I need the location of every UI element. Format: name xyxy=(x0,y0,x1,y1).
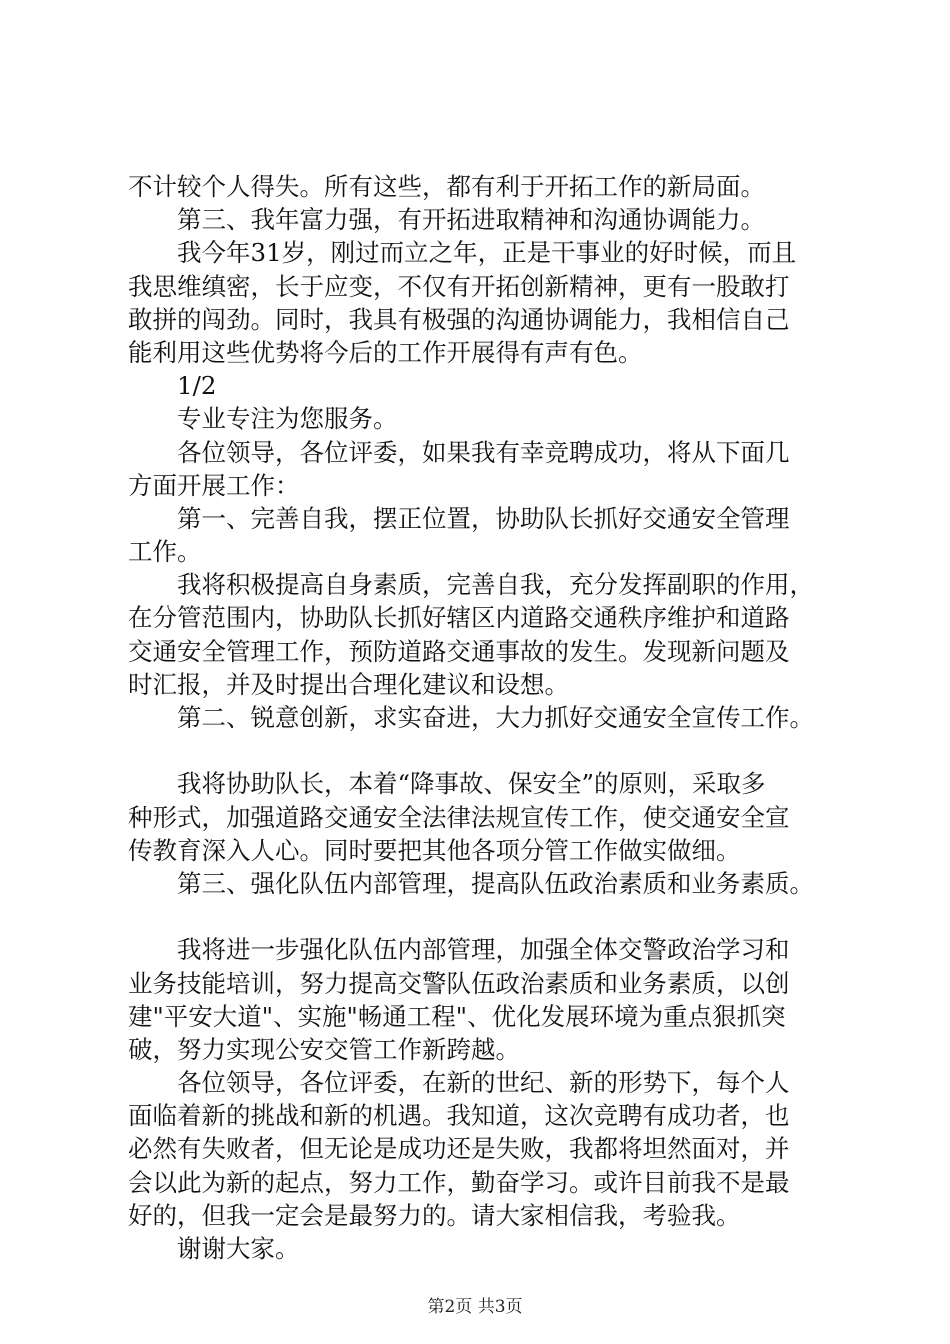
text-line: 第三、强化队伍内部管理，提高队伍政治素质和业务素质。 xyxy=(128,868,814,898)
text-line: 不计较个人得失。所有这些，都有利于开拓工作的新局面。 xyxy=(128,172,765,201)
text-line: 谢谢大家。 xyxy=(128,1234,300,1263)
text-line: 第二、锐意创新，求实奋进，大力抓好交通安全宣传工作。 xyxy=(128,703,814,732)
text-line: 交通安全管理工作，预防道路交通事故的发生。发现新问题及 xyxy=(128,636,790,666)
text-line: 业务技能培训，努力提高交警队伍政治素质和业务素质，以创 xyxy=(128,968,790,998)
text-line: 必然有失败者，但无论是成功还是失败，我都将坦然面对，并 xyxy=(128,1134,790,1164)
text-line: 各位领导，各位评委，在新的世纪、新的形势下，每个人 xyxy=(128,1068,790,1098)
text-line: 会以此为新的起点，努力工作，勤奋学习。或许目前我不是最 xyxy=(128,1167,790,1197)
text-line: 专业专注为您服务。 xyxy=(128,404,398,434)
text-line: 我将进一步强化队伍内部管理，加强全体交警政治学习和 xyxy=(128,935,790,965)
text-line: 敢拼的闯劲。同时，我具有极强的沟通协调能力，我相信自己 xyxy=(128,304,790,334)
blank-line xyxy=(128,734,853,767)
text-line: 种形式，加强道路交通安全法律法规宣传工作，使交通安全宣 xyxy=(128,802,790,832)
text-line: 第一、完善自我，摆正位置，协助队长抓好交通安全管理 xyxy=(128,503,790,533)
document-body xyxy=(128,170,853,1265)
text-line: 工作。 xyxy=(128,537,202,567)
text-line: 时汇报，并及时提出合理化建议和设想。 xyxy=(128,669,569,699)
text-line: 面临着新的挑战和新的机遇。我知道，这次竞聘有成功者，也 xyxy=(128,1101,790,1131)
text-line: 建"平安大道"、实施"畅通工程"、优化发展环境为重点狠抓突 xyxy=(128,1001,786,1031)
text-line: 我将协助队长，本着“降事故、保安全”的原则，采取多 xyxy=(128,769,766,799)
text-line: 好的，但我一定会是最努力的。请大家相信我，考验我。 xyxy=(128,1200,741,1230)
text-line: 方面开展工作： xyxy=(128,470,300,500)
text-line: 我将积极提高自身素质，完善自我，充分发挥副职的作用， xyxy=(128,570,814,600)
text-line: 破，努力实现公安交管工作新跨越。 xyxy=(128,1034,520,1064)
text-line: 能利用这些优势将今后的工作开展得有声有色。 xyxy=(128,337,643,367)
text-line: 传教育深入人心。同时要把其他各项分管工作做实做细。 xyxy=(128,835,741,865)
text-line: 在分管范围内，协助队长抓好辖区内道路交通秩序维护和道路 xyxy=(128,603,790,633)
text-line: 各位领导，各位评委，如果我有幸竞聘成功，将从下面几 xyxy=(128,437,790,467)
text-line: 第三、我年富力强，有开拓进取精神和沟通协调能力。 xyxy=(128,205,765,235)
text-line: 我思维缜密，长于应变，不仅有开拓创新精神，更有一股敢打 xyxy=(128,271,790,301)
blank-line xyxy=(128,900,853,933)
page-marker: 1/2 xyxy=(128,371,217,401)
page-footer: 第2页 共3页 xyxy=(427,1297,523,1317)
text-line: 我今年31岁，刚过而立之年，正是干事业的好时候，而且 xyxy=(128,238,797,268)
